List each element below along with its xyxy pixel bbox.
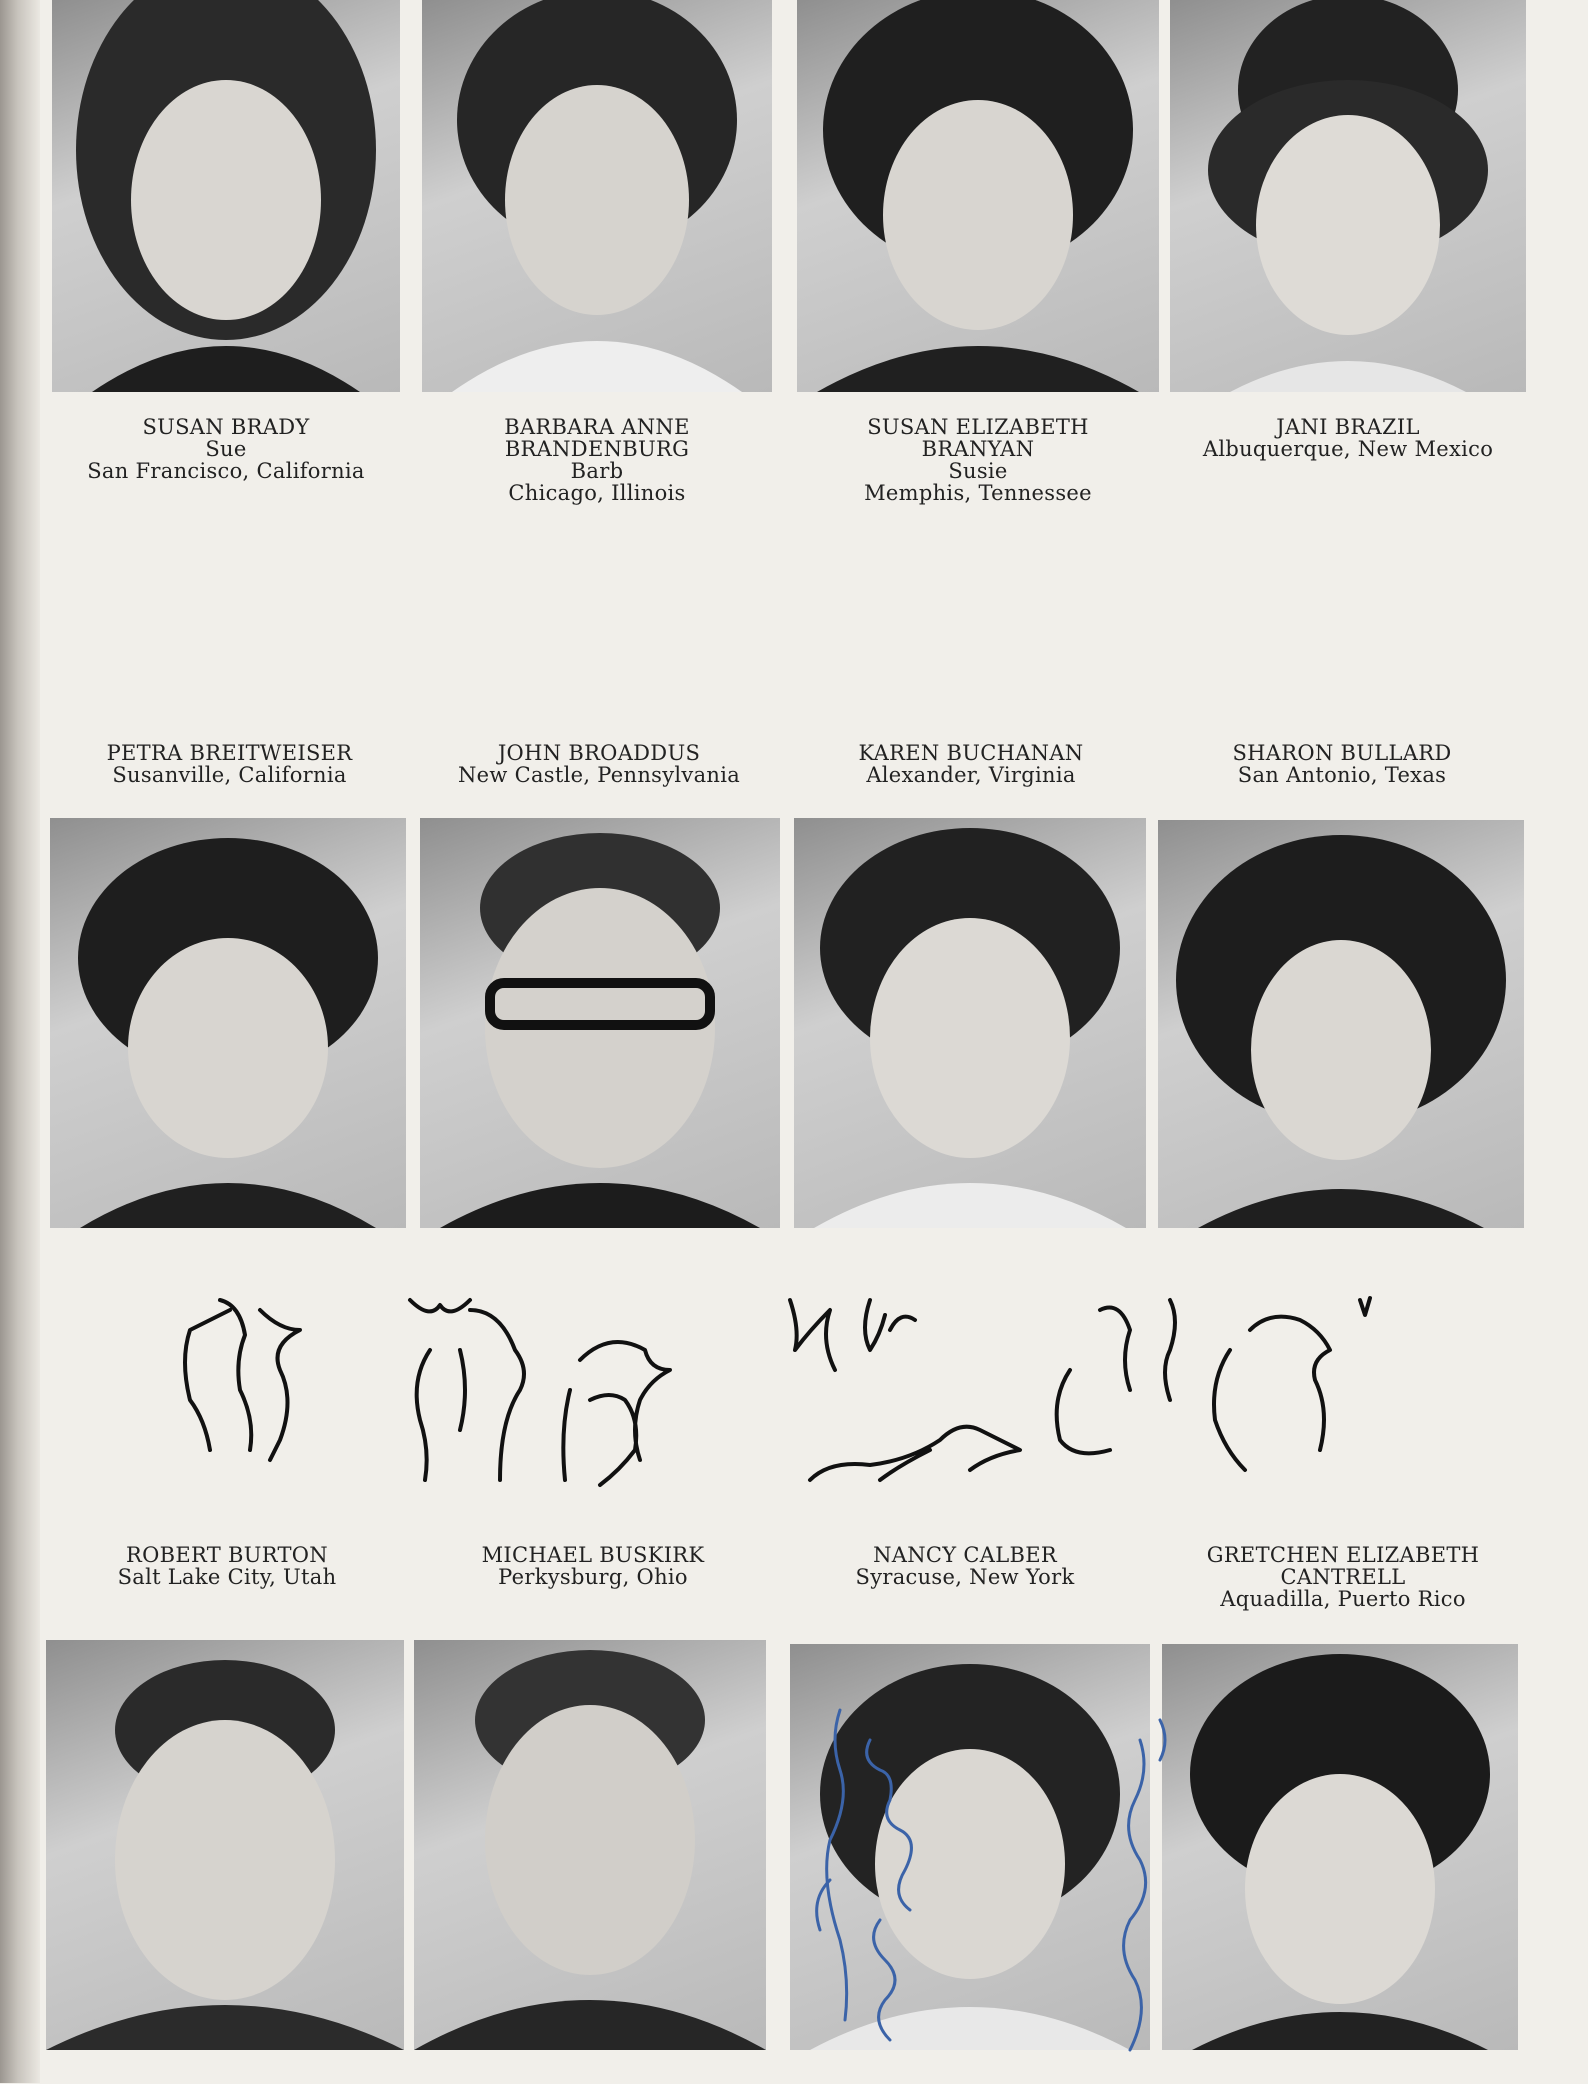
caption-karen-buchanan <box>795 742 1147 786</box>
student-hometown: Susanville, California <box>112 763 347 787</box>
caption-barbara-brandenburg <box>422 416 772 504</box>
eagle-drawing-5 <box>810 1427 1020 1480</box>
student-name: JANI BRAZIL <box>1276 415 1420 439</box>
photo-john-broaddus <box>420 818 780 1228</box>
student-name: PETRA BREITWEISER <box>106 741 353 765</box>
eagle-drawing-7 <box>1214 1298 1370 1470</box>
student-name: SHARON BULLARD <box>1232 741 1452 765</box>
caption-michael-buskirk <box>418 1544 768 1588</box>
photo-barbara-brandenburg <box>422 0 772 392</box>
caption-susan-branyan <box>797 416 1159 504</box>
photo-petra-breitweiser <box>50 818 406 1228</box>
caption-susan-brady <box>52 416 400 482</box>
student-hometown: Albuquerque, New Mexico <box>1202 437 1494 461</box>
binding-shadow <box>0 0 40 2083</box>
eagle-drawing-6 <box>1057 1300 1175 1453</box>
student-nickname: Barb <box>570 459 624 483</box>
student-nickname: Susie <box>948 459 1008 483</box>
photo-jani-brazil <box>1170 0 1526 392</box>
photo-robert-burton <box>46 1640 404 2050</box>
photo-michael-buskirk <box>414 1640 766 2050</box>
photo-karen-buchanan <box>794 818 1146 1228</box>
caption-petra-breitweiser <box>52 742 407 786</box>
student-hometown: Syracuse, New York <box>855 1565 1075 1589</box>
student-name: MICHAEL BUSKIRK <box>481 1543 705 1567</box>
student-hometown: Aquadilla, Puerto Rico <box>1220 1587 1466 1611</box>
student-name: NANCY CALBER <box>873 1543 1057 1567</box>
student-name: BRANYAN <box>921 437 1035 461</box>
eagle-line-drawing <box>170 1290 1450 1490</box>
student-name: ROBERT BURTON <box>126 1543 328 1567</box>
student-hometown: Perkysburg, Ohio <box>498 1565 688 1589</box>
eagle-drawing-1 <box>185 1300 300 1460</box>
eagle-drawing-4 <box>790 1300 915 1370</box>
student-hometown: San Francisco, California <box>87 459 365 483</box>
student-hometown: Alexander, Virginia <box>866 763 1076 787</box>
caption-john-broaddus <box>420 742 778 786</box>
student-name: CANTRELL <box>1280 1565 1406 1589</box>
student-hometown: Salt Lake City, Utah <box>117 1565 337 1589</box>
student-name: KAREN BUCHANAN <box>858 741 1084 765</box>
autograph-note-drawing <box>1124 1720 1165 2050</box>
student-hometown: San Antonio, Texas <box>1237 763 1447 787</box>
student-hometown: New Castle, Pennsylvania <box>457 763 741 787</box>
eagle-drawing-2 <box>410 1300 524 1480</box>
photo-susan-branyan <box>797 0 1159 392</box>
autograph-signature-drawing <box>817 1710 912 2040</box>
handwritten-autograph <box>720 1680 1190 2080</box>
student-name: JOHN BROADDUS <box>497 741 701 765</box>
eagle-drawing-3 <box>563 1342 670 1485</box>
caption-sharon-bullard <box>1158 742 1526 786</box>
caption-jani-brazil <box>1170 416 1526 460</box>
student-hometown: Chicago, Illinois <box>508 481 686 505</box>
photo-sharon-bullard <box>1158 820 1524 1228</box>
student-name: SUSAN ELIZABETH <box>867 415 1089 439</box>
student-name: BRANDENBURG <box>504 437 690 461</box>
student-name: BARBARA ANNE <box>504 415 690 439</box>
student-nickname: Sue <box>205 437 247 461</box>
photo-susan-brady <box>52 0 400 392</box>
photo-gretchen-cantrell <box>1162 1644 1518 2050</box>
student-hometown: Memphis, Tennessee <box>864 481 1092 505</box>
student-name: SUSAN BRADY <box>142 415 310 439</box>
caption-nancy-calber <box>790 1544 1140 1588</box>
caption-gretchen-cantrell <box>1160 1544 1526 1610</box>
caption-robert-burton <box>52 1544 402 1588</box>
student-name: GRETCHEN ELIZABETH <box>1206 1543 1480 1567</box>
